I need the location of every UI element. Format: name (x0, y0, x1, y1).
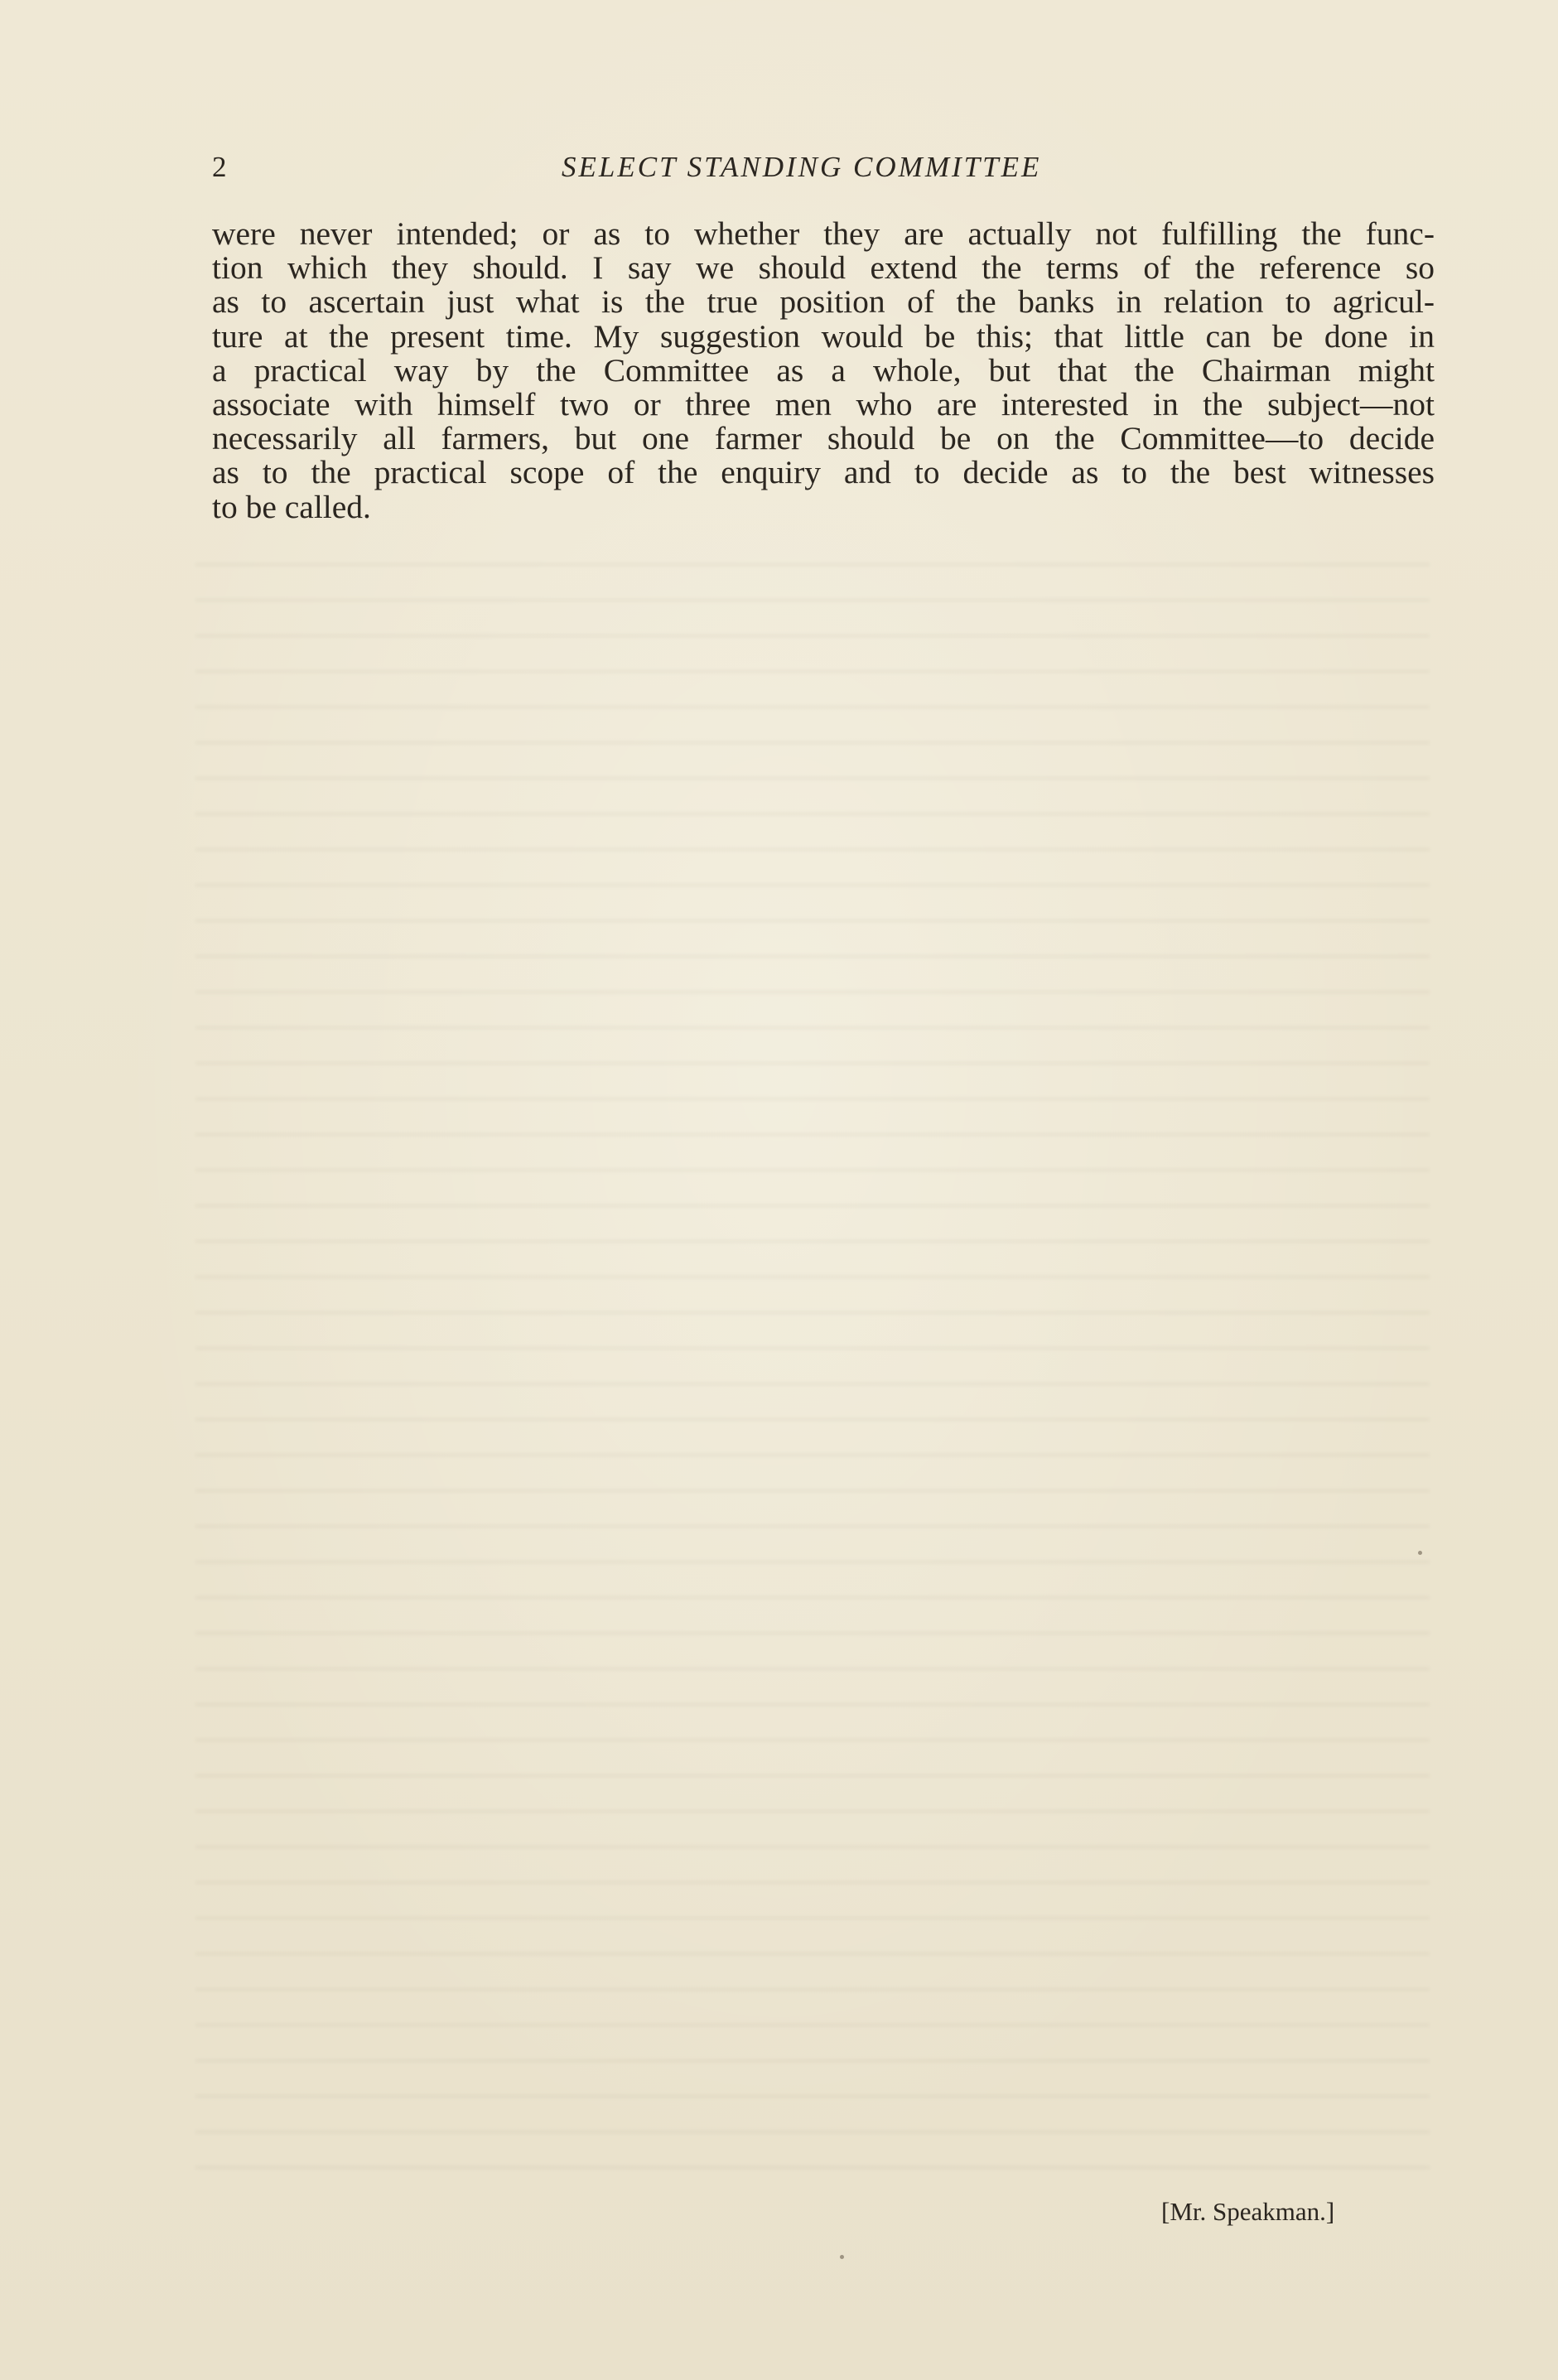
text-line: as to ascertain just what is the true position of the banks in relation to agricul- (212, 283, 1435, 321)
text-line: associate with himself two or three men who are interested in the subject—not (212, 385, 1435, 422)
text-line: as to the practical scope of the enquiry and to decide as to the best witnesses (212, 454, 1435, 491)
text-line: to be called. (212, 488, 371, 525)
paper-speck (1418, 1551, 1422, 1555)
show-through-texture (195, 538, 1430, 2195)
text-line: tion which they should. I say we should extend the terms of the reference so (212, 249, 1435, 287)
running-head: SELECT STANDING COMMITTEE (562, 151, 1042, 183)
speaker-attribution: [Mr. Speakman.] (1161, 2197, 1335, 2226)
text-line: necessarily all farmers, but one farmer should be on the Committee—to decide (212, 420, 1435, 457)
text-line: ture at the present time. My suggestion would be this; that little can be done in (212, 317, 1435, 355)
paper-speck (840, 2255, 844, 2259)
text-line: were never intended; or as to whether they are actually not fulfilling the func- (212, 215, 1435, 252)
page-number: 2 (212, 151, 228, 183)
text-line: a practical way by the Committee as a whole, but that the Chairman might (212, 351, 1435, 389)
page-header (212, 147, 1413, 187)
body-paragraph (212, 217, 1435, 524)
